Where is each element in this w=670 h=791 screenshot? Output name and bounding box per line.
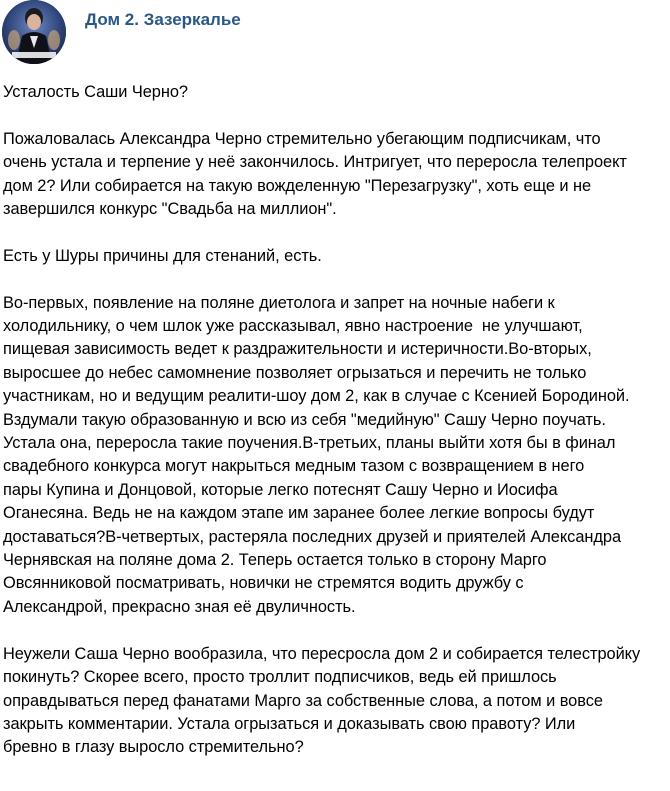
post-paragraph: Есть у Шуры причины для стенаний, есть. — [3, 246, 322, 265]
group-avatar-icon[interactable] — [2, 0, 66, 64]
post-paragraph-title: Усталость Саши Черно? — [3, 83, 188, 101]
post-text — [3, 81, 667, 783]
post-paragraph: Неужели Саша Черно вообразила, что пересросла дом 2 и собирается телестройку покинуть? Скорее всего, просто троллит подписчиков, ведь ей пришлось оправдываться перед фанатами Марго за собственные слова, а потом и вовсе закрыть комментарии. Устала огрызаться и доказывать свою правоту? Или бревно в глазу выросло стремительно? — [3, 644, 641, 757]
post-paragraph: Во-первых, появление на поляне диетолога и запрет на ночные набеги к холодильнику, о чем шлок уже рассказывал, явно настроение не улучшают, пищевая зависимость ведет к раздражительности и истеричности.Во-вторых, выросшее до небес самомнение позволяет огрызаться и перечить не только участникам, но и ведущим реалити-шоу дом 2, как в случае с Ксенией Бородиной. Вздумали такую образованную и всю из себя "медийную" Сашу Черно поучать. Устала она, переросла такие поучения.В-третьих, планы выйти хотя бы в финал свадебного конкурса могут накрыться медным тазом с возвращением в него пары Купина и Донцовой, которые легко потеснят Сашу Черно и Иосифа Оганесяна. Ведь не на каждом этапе им заранее более легкие вопросы будут доставаться?В-четвертых, растеряла последних друзей и приятелей Александра Чернявская на поляне дома 2. Теперь остается только в сторону Марго Овсянниковой посматривать, новички не стремятся водить дружбу с Александрой, прекрасно зная её двуличность. — [3, 293, 630, 616]
post-paragraph: Пожаловалась Александра Черно стремительно убегающим подписчикам, что очень устала и терпение у неё закончилось. Интригует, что переросла телепроект дом 2? Или собирается на такую вожделенную "Перезагрузку", хоть еще и не завершился конкурс "Свадьба на миллион". — [3, 129, 627, 219]
avatar-image — [2, 0, 66, 64]
post-header — [0, 0, 670, 70]
group-name-link[interactable]: Дом 2. Зазеркалье — [85, 10, 241, 29]
